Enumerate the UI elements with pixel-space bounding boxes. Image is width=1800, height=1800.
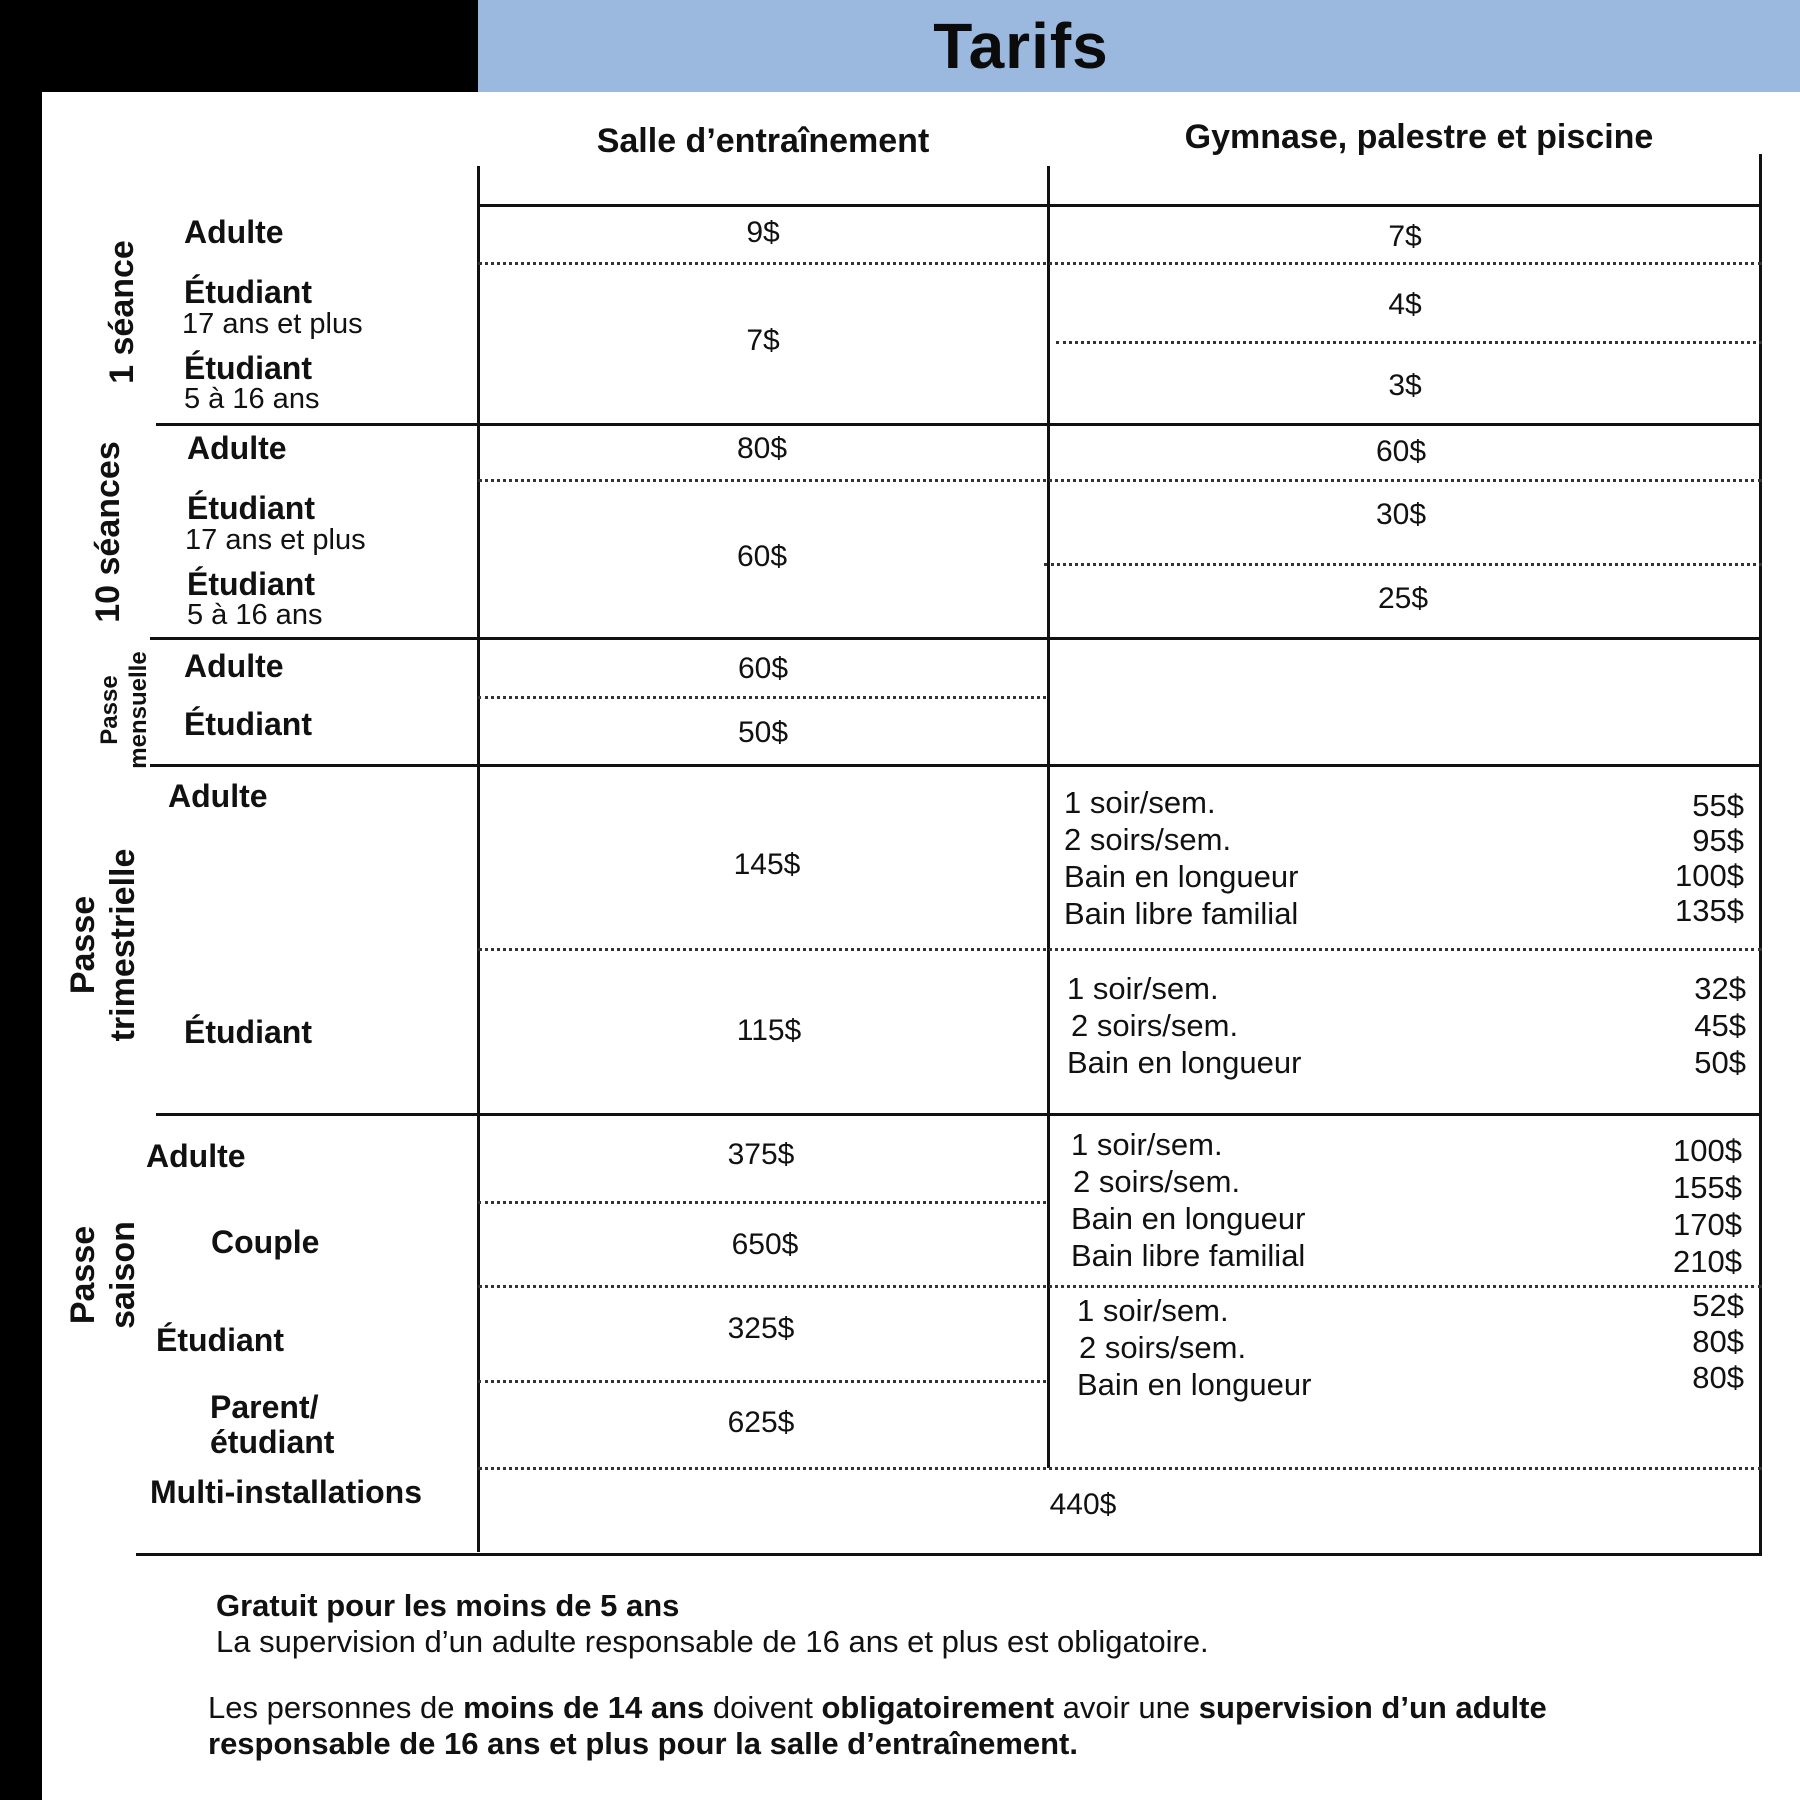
grid-vline-middle bbox=[1047, 166, 1050, 1468]
section-title-line: Passe bbox=[64, 895, 102, 995]
row-label-adult: Adulte bbox=[146, 1138, 246, 1174]
grid-hline-1-10 bbox=[156, 423, 1762, 426]
price: 55$ bbox=[1692, 788, 1744, 823]
season-pool-student-options bbox=[1077, 1292, 1311, 1403]
section-title-1-seance: 1 séance bbox=[103, 240, 141, 384]
row-sublabel-age17: 17 ans et plus bbox=[182, 308, 363, 340]
row-label-student: Étudiant bbox=[184, 274, 312, 310]
option-lap-swim: Bain en longueur bbox=[1067, 1045, 1302, 1080]
section-title-line: saison bbox=[104, 1221, 142, 1329]
quarter-pool-student-prices bbox=[1600, 970, 1746, 1081]
grid-dotted bbox=[478, 1285, 1762, 1288]
price-quarter-gym-student: 115$ bbox=[736, 1014, 802, 1047]
option-two-evenings: 2 soirs/sem. bbox=[1064, 822, 1232, 857]
note-text-bold: responsable de 16 ans et plus pour la salle d’entraînement. bbox=[208, 1726, 1078, 1761]
grid-dotted bbox=[478, 1201, 1046, 1204]
option-one-evening: 1 soir/sem. bbox=[1064, 785, 1216, 820]
column-header-gym: Salle d’entraînement bbox=[596, 122, 930, 160]
season-pool-adult-options bbox=[1071, 1126, 1305, 1274]
grid-dotted bbox=[478, 696, 1046, 699]
quarter-pool-adult-prices bbox=[1600, 788, 1744, 928]
note-text: doivent bbox=[704, 1690, 822, 1725]
price-s10-pool-student5: 25$ bbox=[1377, 582, 1429, 615]
price-multi: 440$ bbox=[1049, 1488, 1117, 1521]
note-text-bold: moins de 14 ans bbox=[463, 1690, 705, 1725]
row-label-student: Étudiant bbox=[187, 566, 315, 602]
row-sublabel-age17: 17 ans et plus bbox=[185, 524, 366, 556]
price-s1-pool-student17: 4$ bbox=[1388, 288, 1422, 321]
note-text: Les personnes de bbox=[208, 1690, 464, 1725]
note-supervision bbox=[208, 1690, 1547, 1762]
row-label-student: Étudiant bbox=[187, 490, 315, 526]
price: 32$ bbox=[1694, 971, 1746, 1006]
note-supervision-line1 bbox=[208, 1690, 1547, 1726]
price-season-gym-parent: 625$ bbox=[727, 1406, 795, 1439]
price: 52$ bbox=[1692, 1288, 1744, 1323]
price-season-gym-student: 325$ bbox=[727, 1312, 795, 1345]
price-s10-gym-student: 60$ bbox=[736, 540, 788, 573]
price-month-gym-adult: 60$ bbox=[737, 652, 789, 685]
price: 80$ bbox=[1692, 1324, 1744, 1359]
row-label-student: Étudiant bbox=[184, 1014, 312, 1050]
note-free-text: La supervision d’un adulte responsable de 16 ans et plus est obligatoire. bbox=[216, 1624, 1209, 1659]
price: 155$ bbox=[1673, 1170, 1742, 1205]
price-s1-pool-student5: 3$ bbox=[1388, 369, 1422, 402]
price-s1-pool-adult: 7$ bbox=[1388, 220, 1422, 253]
note-free-title: Gratuit pour les moins de 5 ans bbox=[216, 1588, 680, 1623]
option-two-evenings: 2 soirs/sem. bbox=[1071, 1008, 1239, 1043]
price: 135$ bbox=[1675, 893, 1744, 928]
column-header-pool: Gymnase, palestre et piscine bbox=[1184, 118, 1654, 156]
option-one-evening: 1 soir/sem. bbox=[1067, 971, 1219, 1006]
grid-hline-bottom bbox=[136, 1553, 1762, 1556]
price: 170$ bbox=[1673, 1207, 1742, 1242]
option-lap-swim: Bain en longueur bbox=[1064, 859, 1299, 894]
grid-dotted bbox=[478, 479, 1762, 482]
note-text: avoir une bbox=[1054, 1690, 1199, 1725]
row-sublabel-age5: 5 à 16 ans bbox=[187, 599, 323, 631]
quarter-pool-student-options bbox=[1067, 970, 1301, 1081]
option-one-evening: 1 soir/sem. bbox=[1077, 1293, 1229, 1328]
row-label-student: Étudiant bbox=[184, 350, 312, 386]
quarter-pool-adult-options bbox=[1064, 784, 1298, 932]
price: 210$ bbox=[1673, 1244, 1742, 1279]
price: 80$ bbox=[1692, 1360, 1744, 1395]
grid-dotted bbox=[478, 1380, 1046, 1383]
season-pool-adult-prices bbox=[1600, 1132, 1742, 1280]
section-title-monthly bbox=[95, 640, 155, 780]
row-label-line: étudiant bbox=[210, 1424, 335, 1460]
price: 100$ bbox=[1673, 1133, 1742, 1168]
row-label-couple: Couple bbox=[211, 1224, 320, 1260]
grid-hline-month-quarter bbox=[150, 764, 1762, 767]
row-label-student: Étudiant bbox=[156, 1322, 284, 1358]
price: 100$ bbox=[1675, 858, 1744, 893]
section-title-season bbox=[63, 1205, 143, 1345]
section-title-line: trimestrielle bbox=[104, 848, 142, 1042]
section-title-line: Passe bbox=[96, 675, 123, 745]
option-one-evening: 1 soir/sem. bbox=[1071, 1127, 1223, 1162]
section-title-line: Passe bbox=[64, 1225, 102, 1325]
grid-dotted bbox=[478, 948, 1762, 951]
row-label-student: Étudiant bbox=[184, 706, 312, 742]
row-sublabel-age5: 5 à 16 ans bbox=[184, 383, 320, 415]
price-quarter-gym-adult: 145$ bbox=[733, 848, 801, 881]
option-family-swim: Bain libre familial bbox=[1071, 1238, 1306, 1273]
option-family-swim: Bain libre familial bbox=[1064, 896, 1299, 931]
price-month-gym-student: 50$ bbox=[737, 716, 789, 749]
section-title-line: mensuelle bbox=[125, 651, 152, 769]
note-supervision-line2 bbox=[208, 1726, 1547, 1762]
section-title-10-seances: 10 séances bbox=[89, 441, 127, 623]
option-two-evenings: 2 soirs/sem. bbox=[1079, 1330, 1247, 1365]
season-pool-student-prices bbox=[1600, 1288, 1744, 1396]
price-s10-pool-student17: 30$ bbox=[1375, 498, 1427, 531]
option-two-evenings: 2 soirs/sem. bbox=[1073, 1164, 1241, 1199]
left-black-border bbox=[0, 0, 42, 1800]
grid-dotted bbox=[1044, 563, 1762, 566]
note-text-bold: obligatoirement bbox=[821, 1690, 1055, 1725]
grid-vline-right bbox=[1759, 154, 1762, 1554]
row-label-line: Parent/ bbox=[210, 1389, 319, 1425]
price-s10-pool-adult: 60$ bbox=[1375, 435, 1427, 468]
row-label-adult: Adulte bbox=[187, 430, 287, 466]
row-label-adult: Adulte bbox=[184, 648, 284, 684]
price-s1-gym-adult: 9$ bbox=[746, 216, 780, 249]
grid-hline-quarter-season bbox=[156, 1113, 1762, 1116]
row-label-parent-student bbox=[210, 1390, 334, 1460]
price-s10-gym-adult: 80$ bbox=[736, 432, 788, 465]
row-label-adult: Adulte bbox=[168, 778, 268, 814]
page-title: Tarifs bbox=[933, 10, 1109, 82]
price: 45$ bbox=[1694, 1008, 1746, 1043]
grid-dotted bbox=[478, 1467, 1762, 1470]
grid-hline-10-month bbox=[150, 637, 1762, 640]
grid-hline-top bbox=[478, 204, 1762, 207]
row-label-adult: Adulte bbox=[184, 214, 284, 250]
header-black-bar bbox=[0, 0, 478, 92]
section-title-quarterly bbox=[63, 830, 143, 1060]
price-s1-gym-student: 7$ bbox=[746, 324, 780, 357]
note-text-bold: supervision d’un adulte bbox=[1198, 1690, 1547, 1725]
price: 95$ bbox=[1692, 823, 1744, 858]
grid-dotted bbox=[478, 262, 1762, 265]
option-lap-swim: Bain en longueur bbox=[1071, 1201, 1306, 1236]
price: 50$ bbox=[1694, 1045, 1746, 1080]
row-label-multi: Multi-installations bbox=[150, 1474, 422, 1510]
price-season-gym-couple: 650$ bbox=[731, 1228, 799, 1261]
grid-dotted bbox=[1056, 341, 1762, 344]
price-season-gym-adult: 375$ bbox=[727, 1138, 795, 1171]
option-lap-swim: Bain en longueur bbox=[1077, 1367, 1312, 1402]
